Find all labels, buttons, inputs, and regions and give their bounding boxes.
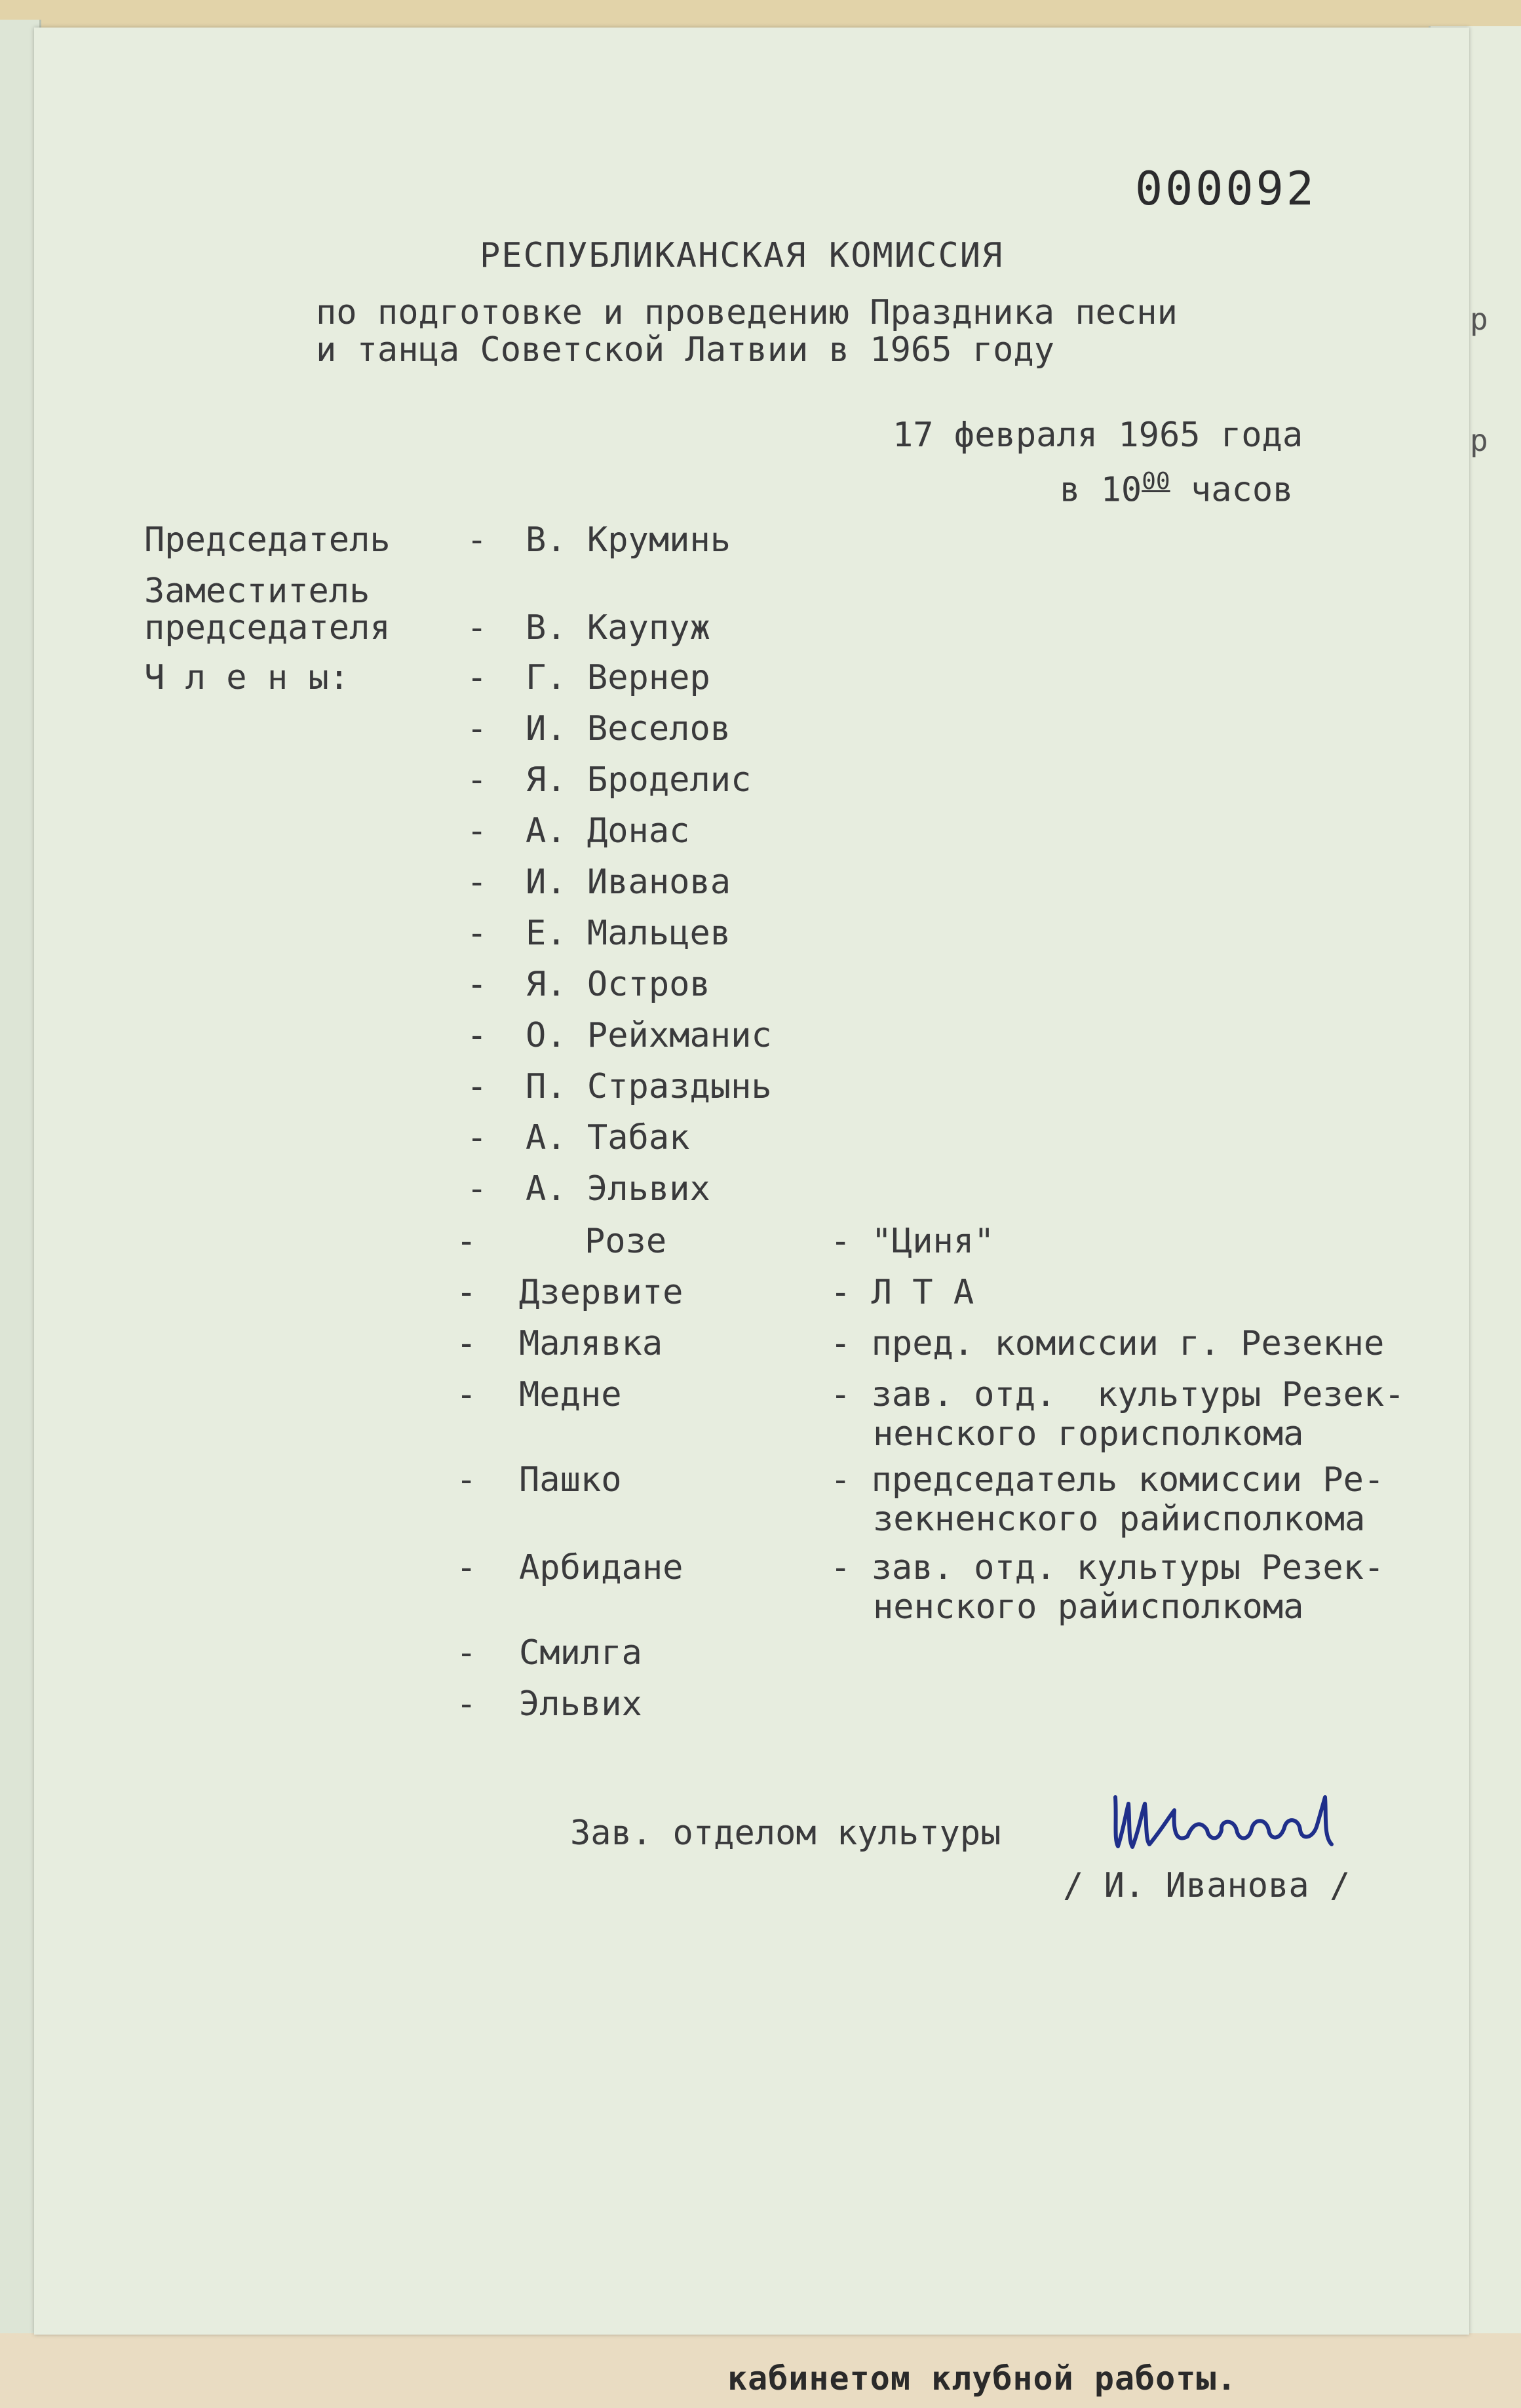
guest-role-cont: ненского райисполкома	[873, 1587, 1304, 1627]
guest-role-text: зав. отд. культуры Резек-	[871, 1548, 1385, 1587]
deputy-label-1: Заместитель	[144, 572, 370, 611]
guest-role	[830, 1324, 1384, 1363]
member-dash: -	[467, 863, 488, 902]
guest-dash: -	[456, 1324, 477, 1363]
guest-dash: -	[456, 1633, 477, 1673]
guest-dash: -	[456, 1548, 477, 1587]
member-dash: -	[467, 1067, 488, 1106]
member-dash: -	[467, 1016, 488, 1055]
member-name: И. Веселов	[526, 709, 731, 748]
member-name: Е. Мальцев	[526, 914, 731, 953]
guest-dash: -	[456, 1273, 477, 1312]
member-name: А. Донас	[526, 811, 690, 851]
guest-role	[830, 1222, 994, 1261]
guest-name: Медне	[519, 1375, 622, 1414]
guest-role-dash: -	[830, 1375, 851, 1414]
deputy-dash: -	[467, 608, 488, 648]
meeting-time	[1060, 468, 1293, 509]
guest-role-text: председатель комиссии Ре-	[871, 1460, 1385, 1500]
member-name: Г. Вернер	[526, 658, 710, 697]
member-dash: -	[467, 760, 488, 800]
guest-name: Малявка	[519, 1324, 663, 1363]
chair-label: Председатель	[144, 520, 391, 560]
document-number: 000092	[1135, 162, 1317, 216]
guest-dash: -	[456, 1375, 477, 1414]
guest-role-dash: -	[830, 1548, 851, 1587]
guest-role-text: Л Т А	[871, 1273, 974, 1312]
guest-role	[830, 1548, 1384, 1587]
meeting-date: 17 февраля 1965 года	[893, 416, 1303, 455]
guest-role-dash: -	[830, 1273, 851, 1312]
signatory-name: / И. Иванова /	[1063, 1866, 1351, 1905]
chair-dash: -	[467, 520, 488, 560]
show-through-texture	[270, 381, 1384, 1299]
guest-role-cont: зекненского райисполкома	[873, 1500, 1366, 1539]
member-dash: -	[467, 914, 488, 953]
member-dash: -	[467, 1118, 488, 1157]
members-label: Ч л е н ы:	[144, 658, 350, 697]
guest-role-dash: -	[830, 1222, 851, 1261]
guest-role-text: "Циня"	[871, 1222, 995, 1261]
time-prefix: в 10	[1060, 470, 1142, 510]
guest-name: Смилга	[519, 1633, 642, 1673]
guest-role	[830, 1273, 974, 1312]
handwritten-signature	[1109, 1784, 1345, 1863]
member-name: Я. Остров	[526, 965, 710, 1004]
member-name: А. Эльвих	[526, 1169, 710, 1209]
member-dash: -	[467, 658, 488, 697]
guest-name: Пашко	[519, 1460, 622, 1500]
guest-role-text: пред. комиссии г. Резекне	[871, 1324, 1385, 1363]
signatory-position: Зав. отделом культуры	[570, 1814, 1001, 1853]
guest-name: Арбидане	[519, 1548, 683, 1587]
guest-dash: -	[456, 1460, 477, 1500]
edge-fragment-2: р	[1470, 423, 1488, 458]
member-name: И. Иванова	[526, 863, 731, 902]
guest-dash: -	[456, 1684, 477, 1724]
member-dash: -	[467, 965, 488, 1004]
guest-name: Дзервите	[519, 1273, 683, 1312]
guest-name: Розе	[585, 1222, 667, 1261]
bottom-sheet-text: кабинетом клубной работы.	[727, 2359, 1237, 2398]
guest-role-dash: -	[830, 1460, 851, 1500]
member-name: Я. Броделис	[526, 760, 752, 800]
guest-dash: -	[456, 1222, 477, 1261]
member-dash: -	[467, 1169, 488, 1209]
member-name: О. Рейхманис	[526, 1016, 772, 1055]
guest-role-cont: ненского горисполкома	[873, 1414, 1304, 1454]
chair-name: В. Круминь	[526, 520, 731, 560]
member-name: П. Страздынь	[526, 1067, 772, 1106]
member-dash: -	[467, 811, 488, 851]
commission-title: РЕСПУБЛИКАНСКАЯ КОМИССИЯ	[480, 236, 1004, 275]
commission-subtitle-1: по подготовке и проведению Праздника песни	[316, 293, 1178, 332]
time-minutes: 00	[1142, 468, 1170, 495]
edge-fragment-1: р	[1470, 301, 1488, 337]
member-name: А. Табак	[526, 1118, 690, 1157]
commission-subtitle-2: и танца Советской Латвии в 1965 году	[316, 330, 1055, 370]
member-dash: -	[467, 709, 488, 748]
guest-role	[830, 1460, 1384, 1500]
guest-role-text: зав. отд. культуры Резек-	[871, 1375, 1405, 1414]
guest-role-dash: -	[830, 1324, 851, 1363]
deputy-label-2: председателя	[144, 608, 391, 648]
time-suffix: часов	[1170, 470, 1294, 510]
deputy-name: В. Каупуж	[526, 608, 710, 648]
guest-role	[830, 1375, 1405, 1414]
guest-name: Эльвих	[519, 1684, 642, 1724]
document-page	[34, 28, 1469, 2335]
